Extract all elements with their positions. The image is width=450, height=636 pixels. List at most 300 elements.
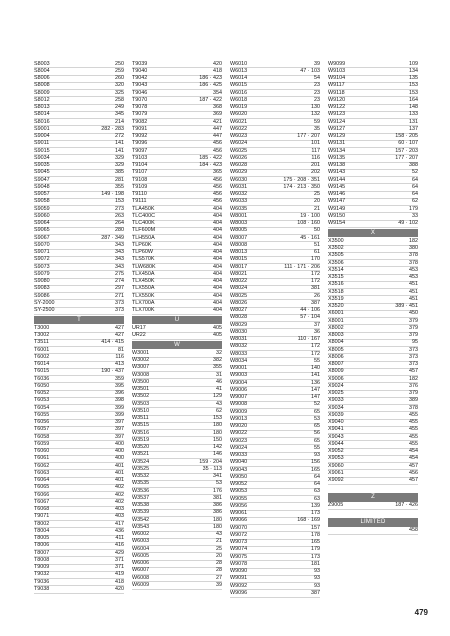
- page-reference: 173: [311, 553, 320, 560]
- page-reference: 345: [115, 111, 124, 118]
- page-reference: 55: [314, 444, 320, 451]
- page-reference: 427: [115, 332, 124, 339]
- product-code: W9103: [328, 67, 346, 74]
- product-code: X8006: [328, 353, 344, 360]
- page-reference: 20: [216, 552, 222, 559]
- product-code: W9154: [328, 220, 346, 226]
- page-reference: 404: [213, 234, 222, 241]
- product-code: W3008: [132, 371, 150, 378]
- product-code: T9110: [132, 191, 147, 197]
- page-reference: 455: [409, 411, 418, 418]
- product-code: W9006: [230, 386, 248, 393]
- page-reference: 455: [409, 419, 418, 426]
- page-reference: 411: [115, 535, 124, 542]
- page-reference: 416: [115, 542, 124, 549]
- page-reference: 329: [115, 162, 124, 168]
- product-code: S9011: [34, 140, 50, 147]
- page-reference: 54: [314, 75, 320, 81]
- product-code: TLC400C: [132, 212, 156, 219]
- section-header: T: [34, 316, 124, 325]
- page-reference: 447: [213, 133, 222, 139]
- product-code: X6001: [328, 310, 344, 317]
- page-reference: 405: [213, 324, 222, 331]
- page-reference: 260: [115, 75, 124, 81]
- product-code: W9001: [230, 365, 248, 371]
- page-reference: 380: [409, 245, 418, 252]
- page-reference: 387: [311, 299, 320, 306]
- product-code: TLA450K: [132, 205, 155, 212]
- page-reference: 149 · 198: [101, 191, 124, 197]
- product-code: W8033: [230, 350, 248, 357]
- index-column-2: [132, 61, 222, 603]
- page-reference: 399: [115, 411, 124, 418]
- page-reference: 35: [314, 125, 320, 132]
- page-reference: 373: [409, 361, 418, 368]
- page-reference: 202: [311, 169, 320, 176]
- product-code: T8004: [34, 527, 50, 534]
- index-column-1: [34, 61, 124, 603]
- page-reference: 93: [314, 452, 320, 458]
- page-reference: 59: [314, 118, 320, 125]
- page-reference: 57 · 104: [300, 314, 320, 321]
- product-code: X8002: [328, 324, 344, 331]
- page-reference: 19 · 100: [300, 212, 320, 219]
- page-reference: 376: [409, 382, 418, 389]
- product-code: S9070: [34, 241, 50, 248]
- page-reference: 25: [216, 545, 222, 552]
- page-reference: 456: [213, 198, 222, 205]
- page-reference: 43: [216, 400, 222, 407]
- product-code: W9122: [328, 104, 346, 110]
- page-reference: 153: [115, 198, 124, 205]
- product-code: X9053: [328, 455, 344, 462]
- product-code: W8028: [230, 314, 248, 321]
- product-code: W9004: [230, 379, 248, 386]
- page-reference: 373: [115, 299, 124, 306]
- spacer: [328, 485, 418, 492]
- product-code: W3537: [132, 494, 150, 501]
- spacer: [328, 510, 418, 517]
- page-reference: 249: [115, 104, 124, 110]
- product-code: W6014: [230, 75, 248, 81]
- page-reference: 37: [314, 321, 320, 328]
- page-reference: 39: [216, 581, 222, 588]
- product-code: W6030: [230, 176, 248, 183]
- page-reference: 414 · 415: [101, 339, 124, 346]
- product-code: W3001: [132, 349, 150, 356]
- page-reference: 413: [115, 361, 124, 368]
- page-reference: 156: [311, 459, 320, 466]
- product-code: W9070: [230, 524, 248, 531]
- page-reference: 404: [213, 285, 222, 292]
- product-code: W9033: [230, 452, 248, 458]
- product-code: W9075: [230, 553, 248, 560]
- product-code: W6033: [230, 198, 248, 205]
- page-reference: 379: [409, 317, 418, 324]
- product-code: X3515: [328, 274, 344, 281]
- page-reference: 190 · 437: [101, 368, 124, 375]
- page-reference: 25: [314, 191, 320, 197]
- product-code: X9061: [328, 469, 344, 476]
- product-code: S8003: [34, 60, 50, 67]
- product-code: T9043: [132, 82, 148, 89]
- product-code: S9065: [34, 227, 50, 234]
- page-reference: 404: [213, 278, 222, 284]
- product-code: W6022: [230, 125, 248, 132]
- page-reference: 404: [213, 263, 222, 270]
- page-reference: 46: [216, 378, 222, 385]
- page-reference: 404: [213, 256, 222, 263]
- product-code: W9090: [230, 568, 248, 574]
- product-code: W9138: [328, 162, 346, 168]
- index-row: [132, 308, 222, 315]
- page-reference: 51: [314, 241, 320, 248]
- product-code: W3538: [132, 502, 150, 509]
- page-reference: 172: [311, 343, 320, 350]
- product-code: X3514: [328, 266, 344, 273]
- product-code: W3002: [132, 357, 150, 364]
- page-reference: 153: [409, 89, 418, 96]
- page-reference: 404: [213, 220, 222, 226]
- product-code: X9034: [328, 404, 344, 411]
- product-code: W3516: [132, 429, 150, 436]
- page-reference: 456: [213, 191, 222, 197]
- product-code: X3505: [328, 252, 344, 259]
- page-reference: 201: [311, 162, 320, 168]
- page-reference: 400: [115, 440, 124, 447]
- product-code: W3500: [132, 378, 150, 385]
- product-code: X8007: [328, 361, 344, 368]
- page-reference: 381: [311, 285, 320, 292]
- index-row: [328, 478, 418, 485]
- index-row: [328, 221, 418, 228]
- product-code: W9147: [328, 198, 346, 205]
- product-code: S9015: [34, 147, 50, 154]
- product-code: W6013: [230, 67, 248, 74]
- product-code: T8005: [34, 535, 50, 542]
- product-code: W9074: [230, 546, 248, 553]
- page-reference: 373: [115, 307, 124, 313]
- product-code: T9091: [132, 125, 148, 132]
- index-row: [230, 590, 320, 597]
- page-reference: 159 · 204: [199, 458, 222, 465]
- page-reference: 111 · 171 · 206: [284, 263, 320, 270]
- product-code: W9007: [230, 394, 248, 400]
- product-code: W9134: [328, 147, 346, 154]
- product-code: W9117: [328, 82, 345, 89]
- product-code: T6036: [34, 375, 50, 382]
- product-code: T6061: [34, 455, 50, 462]
- product-code: S9071: [34, 249, 50, 255]
- product-code: T6054: [34, 404, 50, 411]
- product-code: T9078: [132, 104, 148, 110]
- page-reference: 378: [409, 252, 418, 259]
- product-code: W3539: [132, 509, 150, 516]
- page-reference: 179: [311, 546, 320, 553]
- product-code: W8017: [230, 263, 248, 270]
- page-reference: 343: [115, 249, 124, 255]
- section-header: W: [132, 341, 222, 350]
- page-reference: 31: [216, 371, 222, 378]
- page-reference: 275: [115, 270, 124, 277]
- product-code: UR22: [132, 332, 146, 339]
- page-reference: 64: [314, 473, 320, 480]
- page-reference: 136: [311, 379, 320, 386]
- product-code: W8029: [230, 321, 248, 328]
- product-code: T6065: [34, 484, 50, 491]
- product-code: X3506: [328, 259, 344, 266]
- product-code: W9144: [328, 176, 346, 183]
- page-reference: 404: [213, 212, 222, 219]
- page-reference: 147: [311, 394, 320, 400]
- page-reference: 181: [311, 560, 320, 567]
- page-reference: 184 · 423: [199, 162, 222, 168]
- product-code: W9124: [328, 118, 346, 125]
- product-code: S9079: [34, 270, 50, 277]
- page-reference: 185 · 422: [199, 154, 222, 161]
- page-reference: 50: [314, 227, 320, 234]
- page-reference: 379: [409, 324, 418, 331]
- page-reference: 33: [412, 212, 418, 219]
- product-code: W6002: [132, 531, 150, 538]
- page-reference: 174 · 213 · 350: [283, 183, 320, 190]
- product-code: W8030: [230, 328, 248, 335]
- product-code: X9041: [328, 426, 344, 433]
- page-reference: 455: [409, 440, 418, 447]
- page-reference: 404: [213, 292, 222, 299]
- page-reference: 52: [314, 401, 320, 408]
- product-code: TLX700K: [132, 307, 155, 313]
- product-code: W9008: [230, 401, 248, 408]
- product-code: W3501: [132, 386, 150, 393]
- page-reference: 398: [115, 397, 124, 404]
- page-reference: 153: [213, 415, 222, 422]
- product-code: T6055: [34, 411, 50, 418]
- product-code: W3542: [132, 516, 150, 523]
- page-reference: 28: [216, 560, 222, 567]
- product-code: T6015: [34, 368, 50, 375]
- page-reference: 418: [115, 578, 124, 585]
- page-reference: 28: [216, 567, 222, 574]
- product-code: T6067: [34, 498, 50, 505]
- page-reference: 280: [115, 227, 124, 234]
- product-code: T9109: [132, 183, 148, 190]
- product-code: TLS570K: [132, 256, 155, 263]
- product-code: X9025: [328, 390, 344, 397]
- page-reference: 65: [314, 437, 320, 444]
- page-reference: 453: [409, 274, 418, 281]
- product-code: TLP60W: [132, 249, 153, 255]
- product-code: S8006: [34, 75, 50, 81]
- product-code: X3516: [328, 281, 344, 288]
- product-code: W6008: [132, 574, 150, 581]
- page-reference: 418: [213, 67, 222, 74]
- section-header: X: [328, 229, 418, 238]
- product-code: W9120: [328, 96, 346, 103]
- product-code: W9129: [328, 133, 346, 139]
- product-code: W3519: [132, 436, 150, 443]
- page-reference: 397: [115, 426, 124, 433]
- product-code: W6035: [230, 205, 248, 212]
- product-code: TLX450K: [132, 278, 155, 284]
- product-code: W6031: [230, 183, 248, 190]
- product-code: X9043: [328, 433, 344, 440]
- page-reference: 400: [115, 448, 124, 455]
- page-reference: 451: [409, 281, 418, 288]
- product-code: W8031: [230, 336, 248, 342]
- product-code: T9009: [34, 564, 50, 571]
- product-code: S8008: [34, 82, 50, 89]
- product-code: W9066: [230, 517, 248, 524]
- page-reference: 62: [216, 407, 222, 414]
- page-reference: 282 · 283: [101, 125, 124, 132]
- product-code: W3532: [132, 473, 150, 480]
- page-reference: 355: [115, 183, 124, 190]
- product-code: W6029: [230, 169, 248, 176]
- page-reference: 451: [409, 295, 418, 302]
- page-reference: 381: [213, 494, 222, 501]
- page-reference: 186 · 423: [199, 75, 222, 81]
- page-reference: 404: [213, 241, 222, 248]
- page-reference: 404: [213, 307, 222, 313]
- page-reference: 404: [213, 270, 222, 277]
- product-code: T9108: [132, 176, 148, 183]
- page-reference: 45 · 161: [300, 234, 320, 241]
- index-column-4: [328, 61, 418, 603]
- page-reference: 281: [115, 176, 124, 183]
- product-code: S8012: [34, 96, 50, 103]
- page-reference: 417: [115, 520, 124, 527]
- product-code: TLX700A: [132, 299, 155, 306]
- page-reference: 373: [409, 346, 418, 353]
- page-reference: 325: [115, 89, 124, 96]
- page-reference: 101: [311, 140, 320, 147]
- product-code: W9123: [328, 111, 346, 118]
- product-code: TLC400K: [132, 220, 155, 226]
- product-code: W6007: [132, 567, 150, 574]
- product-code: X9024: [328, 382, 344, 389]
- page-reference: 402: [115, 484, 124, 491]
- page-reference: 172: [311, 278, 320, 284]
- page-reference: 180: [213, 422, 222, 429]
- product-code: T6059: [34, 440, 50, 447]
- page-reference: 177 · 207: [395, 154, 418, 161]
- page-reference: 117: [311, 147, 320, 154]
- page-reference: 139: [311, 502, 320, 509]
- product-code: T9096: [132, 140, 148, 147]
- product-code: W3510: [132, 407, 150, 414]
- page-reference: 387: [311, 589, 320, 596]
- page-reference: 368: [213, 104, 222, 110]
- page-reference: 49 · 102: [398, 220, 418, 226]
- product-code: S8016: [34, 118, 50, 125]
- page-reference: 378: [409, 259, 418, 266]
- page-reference: 21: [314, 205, 320, 212]
- page-reference: 457: [409, 477, 418, 484]
- page-reference: 436: [115, 527, 124, 534]
- page-reference: 385: [115, 169, 124, 176]
- product-code: X8009: [328, 368, 344, 375]
- product-code: T6060: [34, 448, 50, 455]
- page-reference: 56: [314, 430, 320, 437]
- page-reference: 173: [311, 510, 320, 516]
- page-reference: 21: [216, 538, 222, 545]
- product-code: W6026: [230, 154, 248, 161]
- page-reference: 65: [314, 408, 320, 415]
- page-reference: 53: [216, 480, 222, 487]
- page-reference: 157 · 203: [395, 147, 418, 154]
- product-code: S9060: [34, 212, 50, 219]
- page-reference: 386: [213, 509, 222, 516]
- product-code: W3511: [132, 415, 149, 422]
- page-reference: 420: [115, 585, 124, 592]
- product-code: T6062: [34, 462, 50, 469]
- product-code: W6015: [230, 82, 248, 89]
- page-reference: 35 · 113: [202, 465, 222, 472]
- page-reference: 53: [314, 415, 320, 422]
- section-header: LIMITED: [328, 518, 418, 527]
- page-reference: 170: [311, 256, 320, 263]
- page-reference: 175 · 208 · 351: [283, 176, 320, 183]
- product-code: T9039: [132, 60, 148, 67]
- page-reference: 365: [213, 169, 222, 176]
- product-code: W8003: [230, 220, 248, 226]
- product-code: W6010: [230, 60, 248, 67]
- page-reference: 168 · 169: [297, 517, 320, 524]
- page-reference: 450: [409, 310, 418, 317]
- product-code: W9118: [328, 89, 345, 96]
- product-code: T9046: [132, 89, 148, 96]
- product-code: W8015: [230, 256, 248, 263]
- product-code: W8021: [230, 270, 248, 277]
- product-code: W8025: [230, 292, 248, 299]
- product-code: S8004: [34, 67, 50, 74]
- page-reference: 23: [314, 82, 320, 89]
- page-reference: 134: [409, 67, 418, 74]
- product-code: TLW680K: [132, 263, 156, 270]
- product-code: TLX550A: [132, 285, 155, 292]
- product-code: Z9005: [328, 502, 344, 509]
- product-code: T9071: [34, 513, 50, 520]
- index-row: [132, 333, 222, 340]
- page-reference: 453: [409, 266, 418, 273]
- product-code: X9040: [328, 419, 344, 426]
- page-reference: 405: [213, 332, 222, 339]
- product-code: W3524: [132, 458, 150, 465]
- product-code: W6009: [132, 581, 150, 588]
- page-reference: 140: [311, 365, 320, 371]
- product-code: T9097: [132, 147, 148, 154]
- product-code: X3518: [328, 288, 344, 295]
- page-reference: 116: [115, 353, 124, 360]
- page-reference: 457: [409, 368, 418, 375]
- product-code: W9078: [230, 560, 248, 567]
- page-reference: 420: [213, 60, 222, 67]
- page-reference: 402: [115, 491, 124, 498]
- product-code: X9060: [328, 462, 344, 469]
- index-row: [132, 582, 222, 589]
- product-code: W9091: [230, 575, 248, 582]
- product-code: T6063: [34, 469, 50, 476]
- product-code: W6016: [230, 89, 248, 96]
- product-code: X3520: [328, 303, 344, 310]
- page-reference: 64: [412, 191, 418, 197]
- product-code: W9135: [328, 154, 346, 161]
- product-code: SY-2000: [34, 299, 55, 306]
- page-reference: 379: [409, 332, 418, 339]
- section-header: Z: [328, 493, 418, 502]
- product-code: W6005: [132, 552, 150, 559]
